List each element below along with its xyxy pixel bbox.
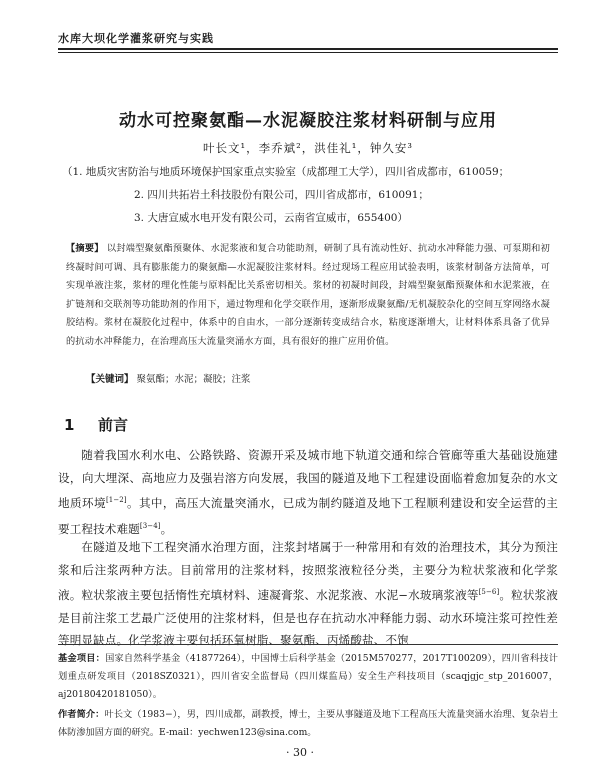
footnote-rule <box>58 644 558 645</box>
authors: 叶长文¹，李乔斌²，洪佳礼¹，钟久安³ <box>203 141 413 155</box>
citation-ref: [1−2] <box>105 496 127 505</box>
header-rule <box>58 48 558 50</box>
keywords-text: 聚氨酯；水泥；凝胶；注浆 <box>136 374 251 385</box>
keywords-label: 【关键词】 <box>86 374 134 385</box>
paragraph-1-text-a: 随着我国水利水电、公路铁路、资源开采及城市地下轨道交通和综合管廊等重大基础设施建设，向大埋深、高地应力及强岩溶方向发展，我国的隧道及地下工程建设面临着愈加复杂的水文地质环境 <box>58 448 558 511</box>
affiliation-2: 2. 四川共拓岩土科技股份有限公司，四川省成都市，610091； <box>134 189 429 201</box>
funding-text: 国家自然科学基金（41877264），中国博士后科学基金（2015M570277，2017T100209），四川省科技计划重点研发项目（2018SZ0321），四川省安全监督局（四川煤监局）安全生产科技项目（scaqjgjc_stp_2016007，aj20180420181050）。 <box>58 653 558 700</box>
paragraph-1-text-c: 。 <box>160 521 173 536</box>
journal-header: 水库大坝化学灌浆研究与实践 <box>58 32 214 45</box>
keywords <box>86 371 251 385</box>
section-title: 前言 <box>98 416 129 434</box>
paragraph-1 <box>58 444 558 540</box>
affiliation-1: （1. 地质灾害防治与地质环境保护国家重点实验室（成都理工大学），四川省成都市，610059； <box>62 166 510 178</box>
paragraph-1-text-b: 。其中，高压大流量突涌水，已成为制约隧道及地下工程顺利建设和安全运营的主要工程技术难题 <box>58 496 558 536</box>
page-number: · 30 · <box>286 746 314 759</box>
abstract-label: 【摘要】 <box>66 243 104 254</box>
section-number: 1 <box>64 416 75 434</box>
citation-ref: [3−4] <box>139 521 161 530</box>
paper-title: 动水可控聚氨酯—水泥凝胶注浆材料研制与应用 <box>119 111 497 131</box>
author-bio-label: 作者简介： <box>58 709 105 720</box>
header-rule-thin <box>58 52 558 53</box>
abstract-text: 以封端型聚氨酯预聚体、水泥浆液和复合功能助剂，研制了具有流动性好、抗动水冲释能力强、可泵期和初终凝时间可调、具有膨胀能力的聚氨酯—水泥凝胶注浆材料。经过现场工程应用试验表明，该浆材制备方法简单，可实现单液注浆，浆材的理化性能与原料配比关系密切相关。浆材的初凝时间段，封端型聚氨酯预聚体和水泥浆液，在扩链剂和交联剂等功能助剂的作用下，通过物理和化学交联作用，逐渐形成聚氨酯/无机凝胶杂化的空间互穿网络水凝胶结构。浆材在凝胶化过程中，体系中的自由水，一部分逐渐转变成结合水，粘度逐渐增大，让材料体系具备了优异的抗动水冲释能力，在治理高压大流量突涌水方面，具有很好的推广应用价值。 <box>66 243 550 347</box>
footnote-author <box>58 706 558 742</box>
author-bio-text: 叶长文（1983−），男，四川成都，副教授，博士，主要从事隧道及地下工程高压大流量突涌水治理、复杂岩土体防渗加固方面的研究。E-mail：yechwen123@sina.com。 <box>58 709 559 738</box>
paragraph-2 <box>58 536 558 652</box>
footnote-funding <box>58 650 558 704</box>
paragraph-2-text-a: 在隧道及地下工程突涌水治理方面，注浆封堵属于一种常用和有效的治理技术，其分为预注浆和后注浆两种方法。目前常用的注浆材料，按照浆液粒径分类，主要分为粒状浆液和化学浆液。粒状浆液主要包括惰性充填材料、速凝膏浆、水泥浆液、水泥−水玻璃浆液等 <box>58 540 558 603</box>
abstract <box>66 240 550 351</box>
funding-label: 基金项目： <box>58 653 106 664</box>
section-heading <box>64 414 128 435</box>
paragraph-2-text-b: 。粒状浆液是目前注浆工艺最广泛使用的注浆材料，但是也存在抗动水冲释能力弱、动水环境注浆可控性差等明显缺点。化学浆液主要包括环氧树脂、聚氨酯、丙烯酸盐、不饱 <box>58 588 558 648</box>
affiliation-3: 3. 大唐宣威水电开发有限公司，云南省宣威市，655400） <box>134 212 408 224</box>
citation-ref: [5−6] <box>478 588 500 597</box>
